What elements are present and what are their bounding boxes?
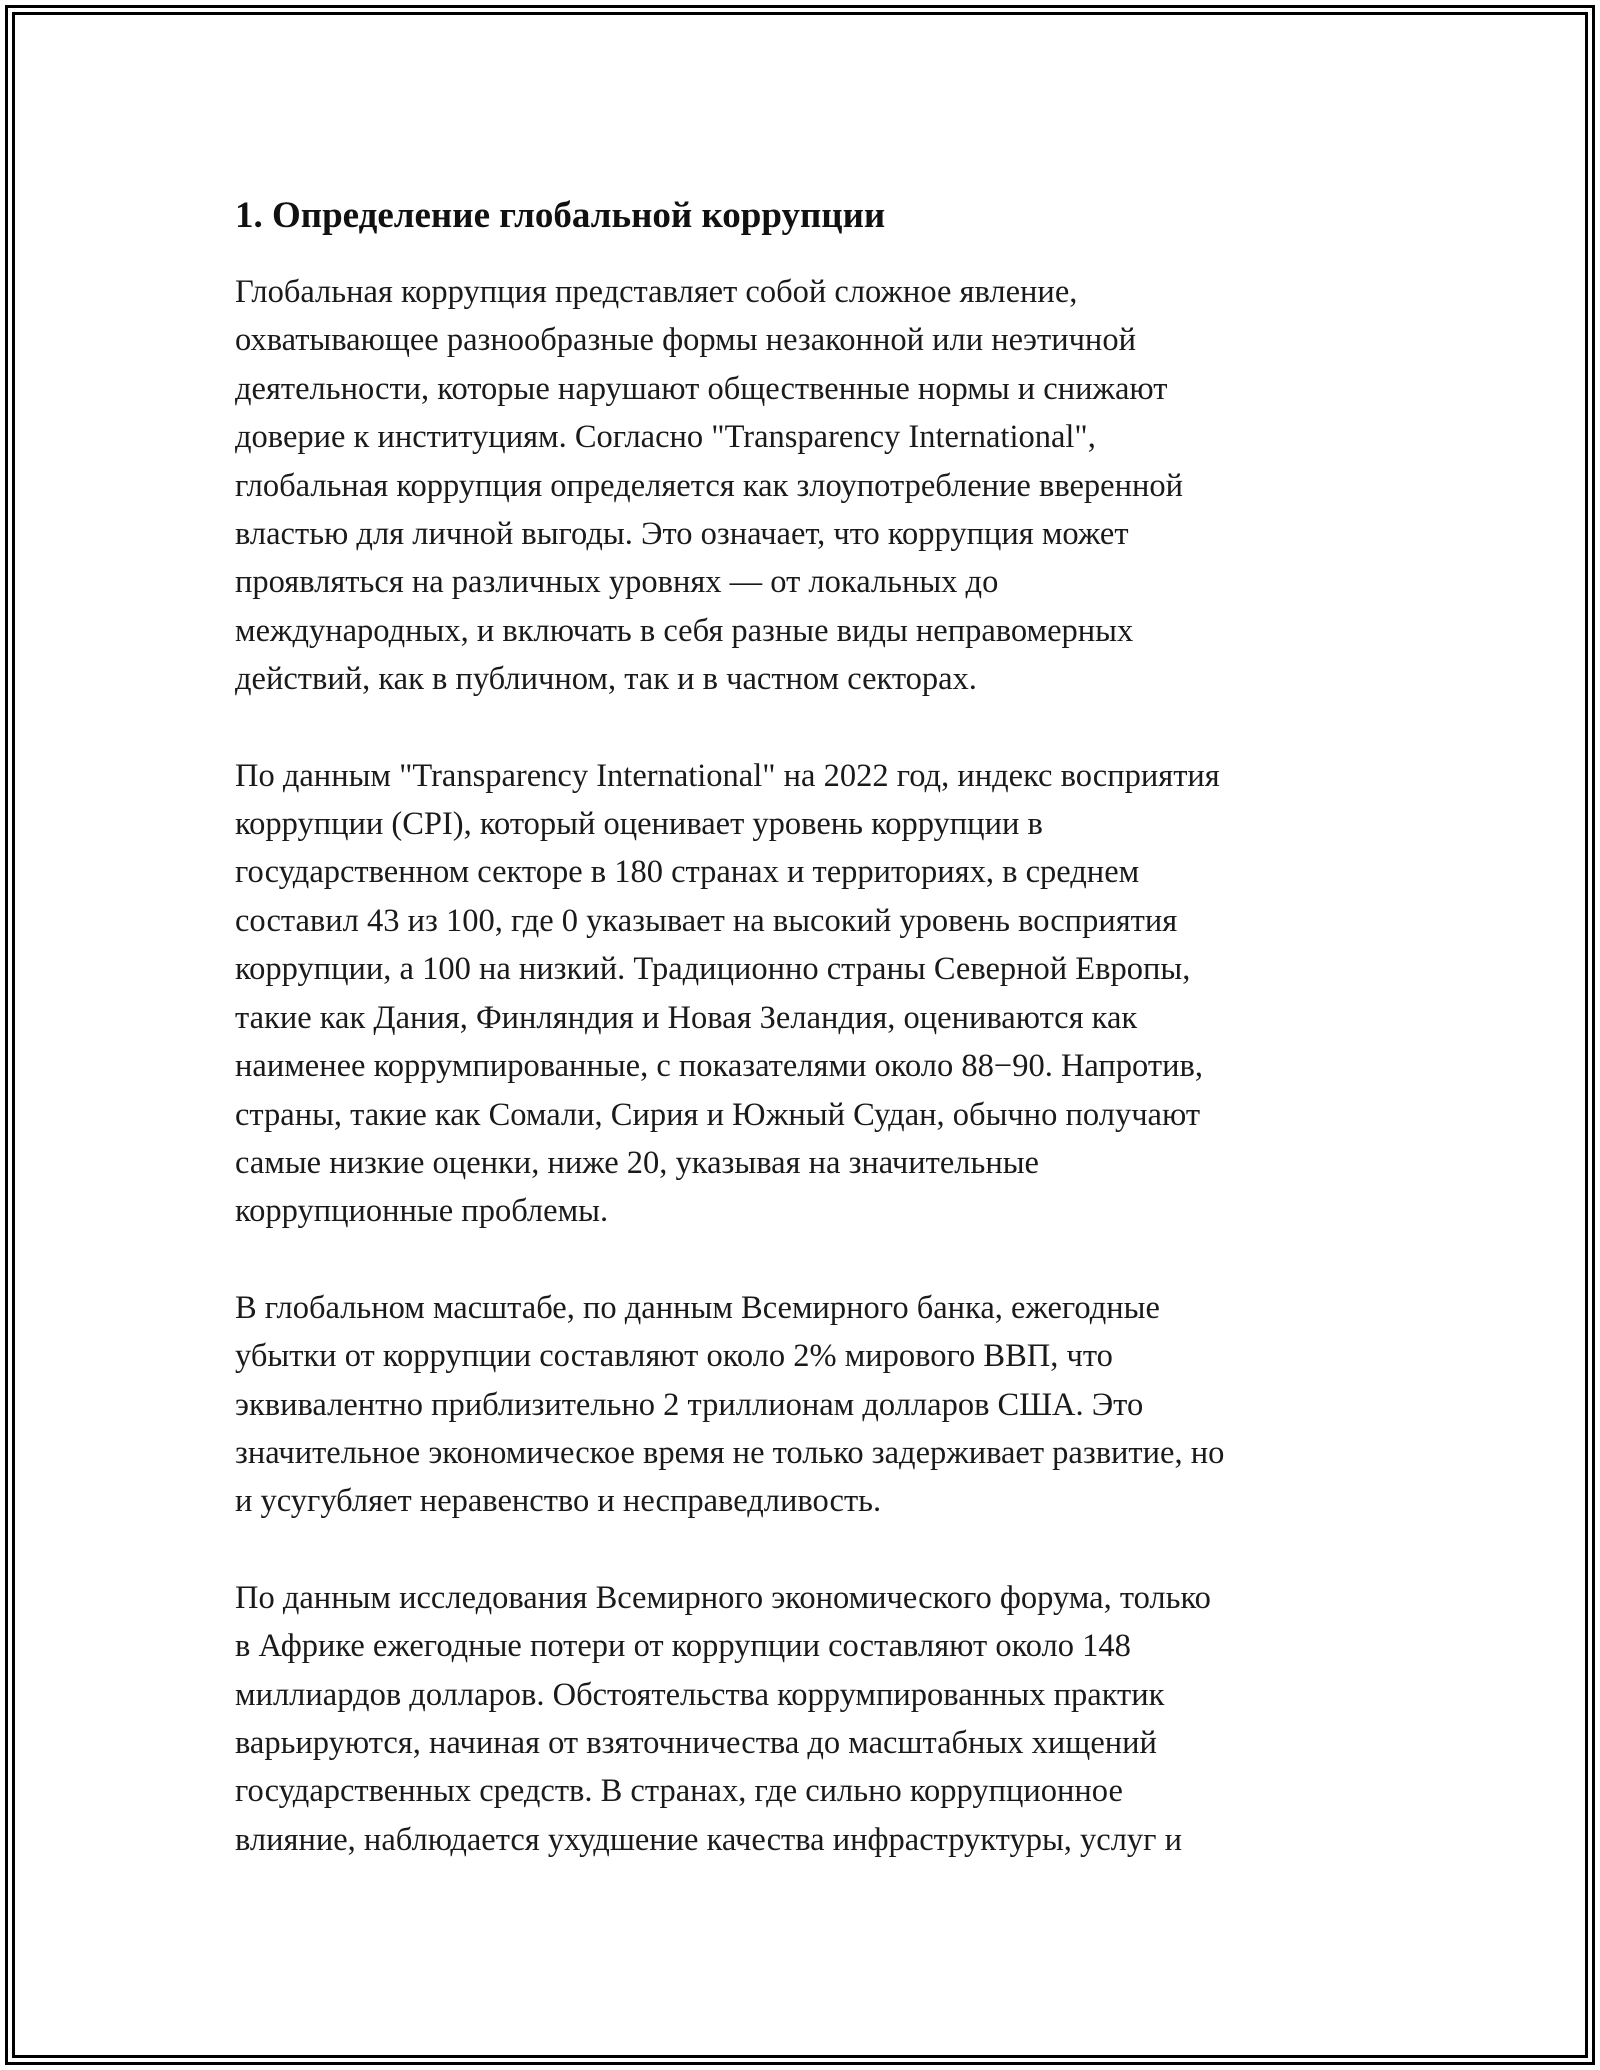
section-heading: 1. Определение глобальной коррупции	[235, 195, 886, 236]
document-page	[235, 190, 1380, 1912]
paragraph-definition: Глобальная коррупция представляет собой сложное явление, охватывающее разнообразные формы незаконной или неэтичной деятельности, которые нарушают общественные нормы и снижают доверие к институциям. Согласно "Transparency International", глобальная коррупция определяется как злоупотребление вверенной властью для личной выгоды. Это означает, что коррупция может проявляться на различных уровнях — от локальных до международных, и включать в себя разные виды неправомерных действий, как в публичном, так и в частном секторах.	[235, 274, 1184, 698]
paragraph-africa: По данным исследования Всемирного экономического форума, только в Африке ежегодные потери от коррупции составляют около 148 миллиардов долларов. Обстоятельства коррумпированных практик варьируются, начиная от взяточничества до масштабных хищений государственных средств. В странах, где сильно коррупционное влияние, наблюдается ухудшение качества инфраструктуры, услуг и	[235, 1579, 1211, 1858]
paragraph-world-bank: В глобальном масштабе, по данным Всемирного банка, ежегодные убытки от коррупции составляют около 2% мирового ВВП, что эквивалентно приблизительно 2 триллионам долларов США. Это значительное экономическое время не только задерживает развитие, но и усугубляет неравенство и несправедливость.	[235, 1289, 1225, 1520]
paragraph-cpi: По данным "Transparency International" на 2022 год, индекс восприятия коррупции (CPI), который оценивает уровень коррупции в государственном секторе в 180 странах и территориях, в среднем составил 43 из 100, где 0 указывает на высокий уровень восприятия коррупции, а 100 на низкий. Традиционно страны Северной Европы, такие как Дания, Финляндия и Новая Зеландия, оцениваются как наименее коррумпированные, с показателями около 88−90. Напротив, страны, такие как Сомали, Сирия и Южный Судан, обычно получают самые низкие оценки, ниже 20, указывая на значительные коррупционные проблемы.	[235, 757, 1220, 1230]
